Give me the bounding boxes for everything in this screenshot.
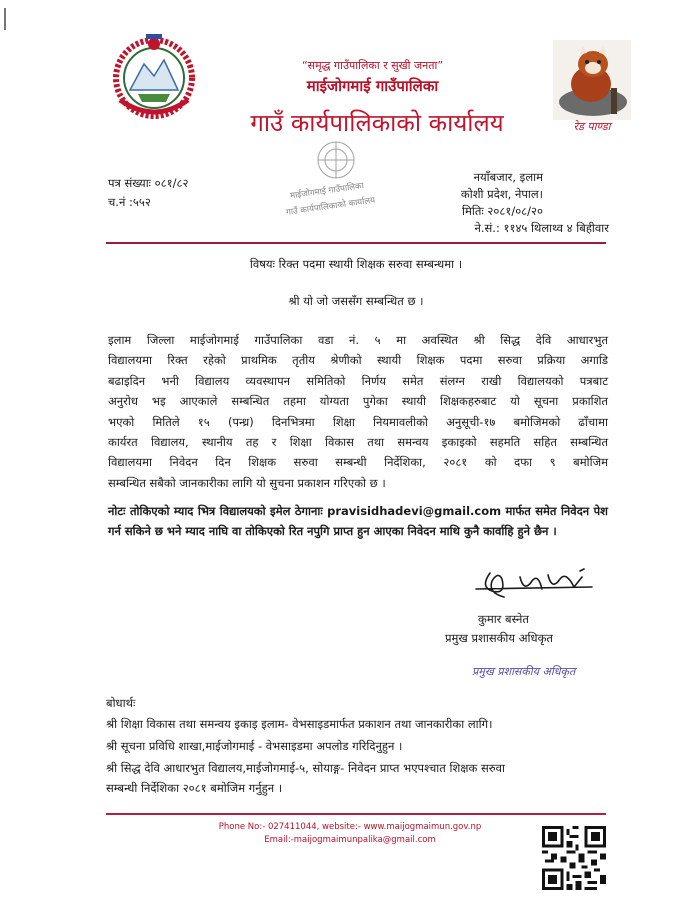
dispatch-number: च.नं :५५२ (108, 195, 151, 209)
nepal-emblem-logo (108, 30, 200, 122)
office-stamp (280, 132, 392, 224)
cc-line: श्री सूचना प्रविधि शाखा,माईजोगमाई - वेभसाइडमा अपलोड गरिदिनुहुन । (106, 739, 403, 753)
address-province: कोशी प्रदेश, नेपाल। (460, 187, 543, 201)
official-seal: प्रमुख प्रशासकीय अधिकृत (472, 665, 576, 678)
handwritten-signature (462, 567, 602, 607)
cc-line: श्री सिद्ध देवि आधारभुत विद्यालय,माईजोगमाई-५, सोयाङ्ग- निवेदन प्राप्त भएपश्चात शिक्षक सरुवा (106, 761, 506, 775)
slogan: “समृद्ध गाउँपालिका र सुखी जनता” (301, 59, 444, 72)
scan-edge-mark (4, 8, 6, 30)
body-line: सम्बन्धित सबैको जानकारीका लागि यो सुचना प्रकाशन गरिएको छ । (108, 475, 386, 490)
body-line: कार्यरत विद्यालय, स्थानीय तह र शिक्षा विकास तथा समन्वय इकाइको सहमति सहित सम्बन्धित (108, 435, 608, 450)
red-panda-image (553, 40, 631, 120)
office-title: गाउँ कार्यपालिकाको कार्यालय (250, 109, 504, 137)
body-line: भएको मितिले १५ (पन्ध्र) दिनभित्रमा शिक्षा नियमावलीको अनुसूची-१७ बमोजिमको ढाँचामा (108, 414, 608, 429)
nepal-sambat-date: ने.सं.: ११४५ थिलाथ्व ४ बिहीवार (474, 221, 609, 235)
stamp-line-2: गाउँ कार्यपालिकाको कार्यालय (285, 195, 376, 218)
header-divider (106, 242, 606, 244)
footer-divider (106, 813, 606, 815)
footer-contact: Phone No:- 027411044, website:- www.maijogmaimun.gov.np (218, 822, 482, 832)
letter-body (108, 330, 608, 493)
letter-subject: विषयः रिक्त पदमा स्थायी शिक्षक सरुवा सम्बन्धमा । (249, 257, 463, 271)
cc-line: सम्बन्धी निर्देशिका २०८१ बमोजिम गर्नुहुन । (106, 781, 283, 795)
panda-caption: रेड पाण्डा (573, 120, 611, 133)
footer-email: Email:-maijogmaimunpalika@gmail.com (264, 835, 436, 845)
letter-note: नोटः तोकिएको म्याद भित्र विद्यालयको इमेल ठेगानाः pravisidhadevi@gmail.com मार्फत समेत निवेदन पेश गर्न सकिने छ भने म्याद नाघि वा तोकिएको रित नपुगि प्राप्त हुन आएका निवेदन माथि कुनै कार्वाहि हुने छैन । (108, 504, 608, 539)
cc-line: श्री शिक्षा विकास तथा समन्वय इकाइ इलाम- वेभसाइडमार्फत प्रकाशन तथा जानकारीका लागि। (106, 717, 493, 731)
cc-heading: बोधार्थः (106, 696, 136, 710)
letter-date: मितिः २०८१/०८/२० (462, 204, 543, 218)
body-line: इलाम जिल्ला माईजोगमाई गाउँपालिका वडा नं. ५ मा अवस्थित श्री सिद्ध देवि आधारभुत (108, 333, 608, 347)
body-line: विद्यालयमा रिक्त रहेको प्राथमिक तृतीय श्रेणीको स्थायी शिक्षक पदमा सरुवा प्रक्रिया अगाडि (108, 353, 608, 368)
letter-number: पत्र संख्याः ०८१/८२ (108, 176, 189, 190)
address-place: नयाँबजार, इलाम (473, 170, 543, 184)
body-line: अनुरोध भइ आएकाले सम्बन्धित तहमा योग्यता पुगेका स्थायी शिक्षकहरुबाट यो सूचना प्रकाशित (108, 394, 608, 409)
qr-code-icon (542, 826, 606, 890)
body-line: विद्यालयमा निवेदन दिन शिक्षक सरुवा सम्बन्धी निर्देशिका, २०८१ को दफा ९ बमोजिम (108, 455, 608, 470)
stamp-line-1: माईजोगमाई गाउँपालिका (289, 181, 365, 202)
signatory-title: प्रमुख प्रशासकीय अधिकृत (445, 631, 553, 645)
signatory-name: कुमार बस्नेत (478, 612, 529, 626)
municipality-name: माईजोगमाई गाउँपालिका (306, 77, 439, 95)
letter-addressee: श्री यो जो जससँग सम्बन्धित छ । (288, 294, 424, 308)
body-line: बढाइदिन भनी विद्यालय व्यवस्थापन समितिको निर्णय समेत संलग्न राखी विद्यालयको पत्रबाट (108, 373, 608, 388)
